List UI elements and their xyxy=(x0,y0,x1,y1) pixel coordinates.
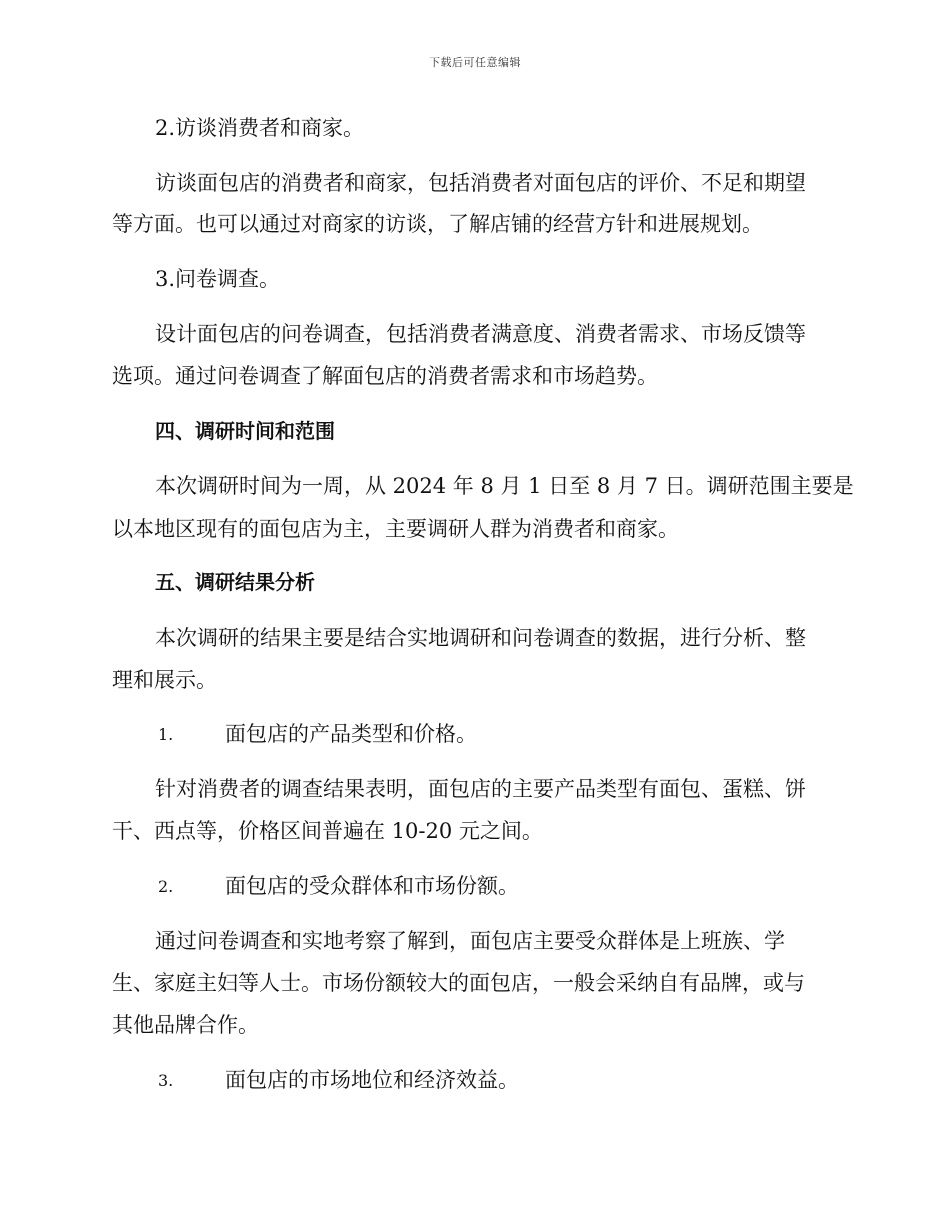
list-item-text: 面包店的产品类型和价格。 xyxy=(225,722,477,746)
paragraph-line: 等方面。也可以通过对商家的访谈，了解店铺的经营方针和进展规划。 xyxy=(112,212,763,236)
list-item-number: 2. xyxy=(158,877,174,896)
paragraph-line: 针对消费者的调查结果表明，面包店的主要产品类型有面包、蛋糕、饼 xyxy=(155,777,806,801)
paragraph-line: 访谈面包店的消费者和商家，包括消费者对面包店的评价、不足和期望 xyxy=(155,171,806,195)
paragraph-line: 以本地区现有的面包店为主，主要调研人群为消费者和商家。 xyxy=(112,517,679,541)
paragraph-line: 生、家庭主妇等人士。市场份额较大的面包店，一般会采纳自有品牌，或与 xyxy=(112,971,805,995)
paragraph-line: 其他品牌合作。 xyxy=(112,1013,259,1037)
paragraph-line: 选项。通过问卷调查了解面包店的消费者需求和市场趋势。 xyxy=(112,364,658,388)
paragraph-line: 设计面包店的问卷调查，包括消费者满意度、消费者需求、市场反馈等 xyxy=(155,322,806,346)
subsection-title-questionnaire: 3.问卷调查。 xyxy=(155,267,281,291)
section-heading-time-scope: 四、调研时间和范围 xyxy=(155,419,335,443)
list-item-text: 面包店的受众群体和市场份额。 xyxy=(225,874,519,898)
paragraph-line: 理和展示。 xyxy=(112,668,217,692)
list-item-number: 3. xyxy=(158,1071,174,1090)
list-item-number: 1. xyxy=(158,725,174,744)
page-header: 下载后可任意编辑 xyxy=(429,56,521,69)
list-item-text: 面包店的市场地位和经济效益。 xyxy=(225,1068,519,1092)
paragraph-line: 干、西点等，价格区间普遍在 10-20 元之间。 xyxy=(112,819,543,843)
paragraph-line: 本次调研的结果主要是结合实地调研和问卷调查的数据，进行分析、整 xyxy=(155,626,806,650)
paragraph-line: 本次调研时间为一周，从 2024 年 8 月 1 日至 8 月 7 日。调研范围主要是 xyxy=(155,474,854,498)
subsection-title-interview: 2.访谈消费者和商家。 xyxy=(155,116,365,140)
section-heading-results: 五、调研结果分析 xyxy=(155,570,315,594)
paragraph-line: 通过问卷调查和实地考察了解到，面包店主要受众群体是上班族、学 xyxy=(155,929,785,953)
